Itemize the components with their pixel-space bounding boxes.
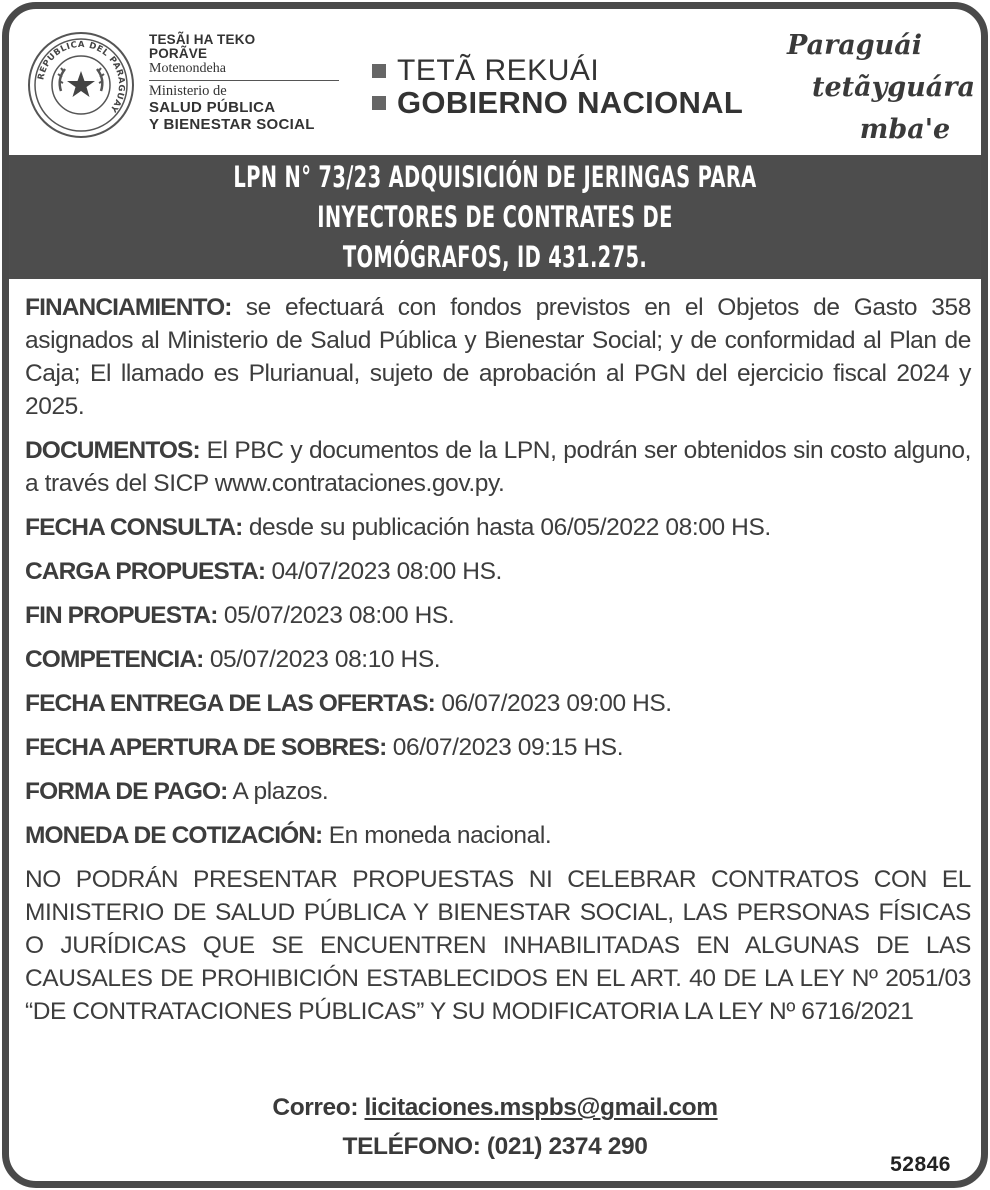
documents-label: DOCUMENTOS: (25, 437, 200, 464)
financing-paragraph (25, 291, 971, 423)
envelope-opening-text: 06/07/2023 09:15 HS. (386, 734, 624, 761)
documents-text: El PBC y documentos de la LPN, podrán ser obtenidos sin costo alguno, a través del SICP www.contrataciones.gov.py. (25, 437, 971, 497)
ministry-line1: TESÃI HA TEKO (149, 32, 256, 47)
consultation-label: FECHA CONSULTA: (25, 514, 243, 541)
proposal-end-label: FIN PROPUESTA: (25, 602, 218, 629)
offer-delivery-text: 06/07/2023 09:00 HS. (434, 690, 672, 717)
title-line2: TOMÓGRAFOS, ID 431.275. (342, 240, 648, 274)
ministry-divider (149, 80, 339, 81)
email-link[interactable]: licitaciones.mspbs@gmail.com (364, 1094, 718, 1121)
phone-line: TELÉFONO: (021) 2374 290 (342, 1133, 648, 1160)
ministry-line2: PORÃVE (149, 46, 208, 61)
prohibition-paragraph: NO PODRÁN PRESENTAR PROPUESTAS NI CELEBRAR CONTRATOS CON EL MINISTERIO DE SALUD PÚBLICA Y BIENESTAR SOCIAL, LAS PERSONAS FÍSICAS O JURÍDICAS QUE SE ENCUENTREN INHABILITADAS EN ALGUNAS DE LAS CAUSALES DE PROHIBICIÓN ESTABLECIDOS EN EL ART. 40 DE LA LEY Nº 2051/03 “DE CONTRATACIONES PÚBLICAS” Y SU MODIFICATORIA LA LEY Nº 6716/2021 (25, 866, 971, 1025)
square-bullet-icon (372, 64, 386, 78)
proposal-upload-text: 04/07/2023 08:00 HS. (265, 558, 502, 585)
ministry-line4: Ministerio de (149, 83, 227, 99)
payment-text: A plazos. (227, 778, 329, 805)
header (9, 9, 981, 159)
ministry-line6: Y BIENESTAR SOCIAL (149, 116, 315, 133)
proposal-upload-date (25, 555, 971, 588)
government-block (372, 55, 743, 119)
offer-delivery-label: FECHA ENTREGA DE LAS OFERTAS: (25, 690, 435, 717)
competition-text: 05/07/2023 08:10 HS. (203, 646, 441, 673)
envelope-opening-date (25, 731, 971, 764)
square-bullet-icon (372, 96, 386, 110)
financing-label: FINANCIAMIENTO: (25, 294, 232, 321)
payment-label: FORMA DE PAGO: (25, 778, 228, 805)
slogan-line2: tetãyguára (811, 72, 975, 103)
proposal-end-date (25, 599, 971, 632)
proposal-upload-label: CARGA PROPUESTA: (25, 558, 266, 585)
consultation-date (25, 511, 971, 544)
slogan (775, 25, 975, 151)
gov-line2: GOBIERNO NACIONAL (397, 85, 744, 120)
competition-date (25, 643, 971, 676)
offer-delivery-date (25, 687, 971, 720)
title-banner (9, 155, 981, 279)
ministry-line3: Motenondeha (149, 61, 226, 76)
slogan-line1: Paraguái (787, 30, 923, 61)
notice-frame (2, 2, 988, 1188)
ad-code: 52846 (890, 1153, 951, 1176)
competition-label: COMPETENCIA: (25, 646, 204, 673)
financing-text: se efectuará con fondos previstos en el Objetos de Gasto 358 asignados al Ministerio de Salud Pública y Bienestar Social; y de conformidad al Plan de Caja; El llamado es Plurianual, sujeto de aprobación al PGN del ejercicio fiscal 2024 y 2025. (25, 294, 971, 420)
envelope-opening-label: FECHA APERTURA DE SOBRES: (25, 734, 387, 761)
national-seal-icon (27, 31, 135, 139)
notice-body (25, 291, 971, 1028)
gov-line1: TETÃ REKUÁI (397, 54, 600, 87)
slogan-line3: mba'e (859, 114, 951, 145)
ministry-block (149, 33, 349, 133)
currency-label: MONEDA DE COTIZACIÓN: (25, 822, 323, 849)
documents-paragraph (25, 434, 971, 500)
currency-text: En moneda nacional. (322, 822, 552, 849)
title-line1: LPN N° 73/23 ADQUISICIÓN DE JERINGAS PARA INYECTORES DE CONTRATES DE (233, 160, 757, 234)
ministry-line5: SALUD PÚBLICA (149, 99, 276, 116)
payment-method (25, 775, 971, 808)
quotation-currency (25, 819, 971, 852)
svg-text:REPUBLICA DEL PARAGUAY: REPUBLICA DEL PARAGUAY (36, 39, 127, 115)
proposal-end-text: 05/07/2023 08:00 HS. (217, 602, 455, 629)
consultation-text: desde su publicación hasta 06/05/2022 08:00 HS. (242, 514, 771, 541)
email-line (9, 1094, 981, 1122)
email-label: Correo: (272, 1094, 365, 1121)
